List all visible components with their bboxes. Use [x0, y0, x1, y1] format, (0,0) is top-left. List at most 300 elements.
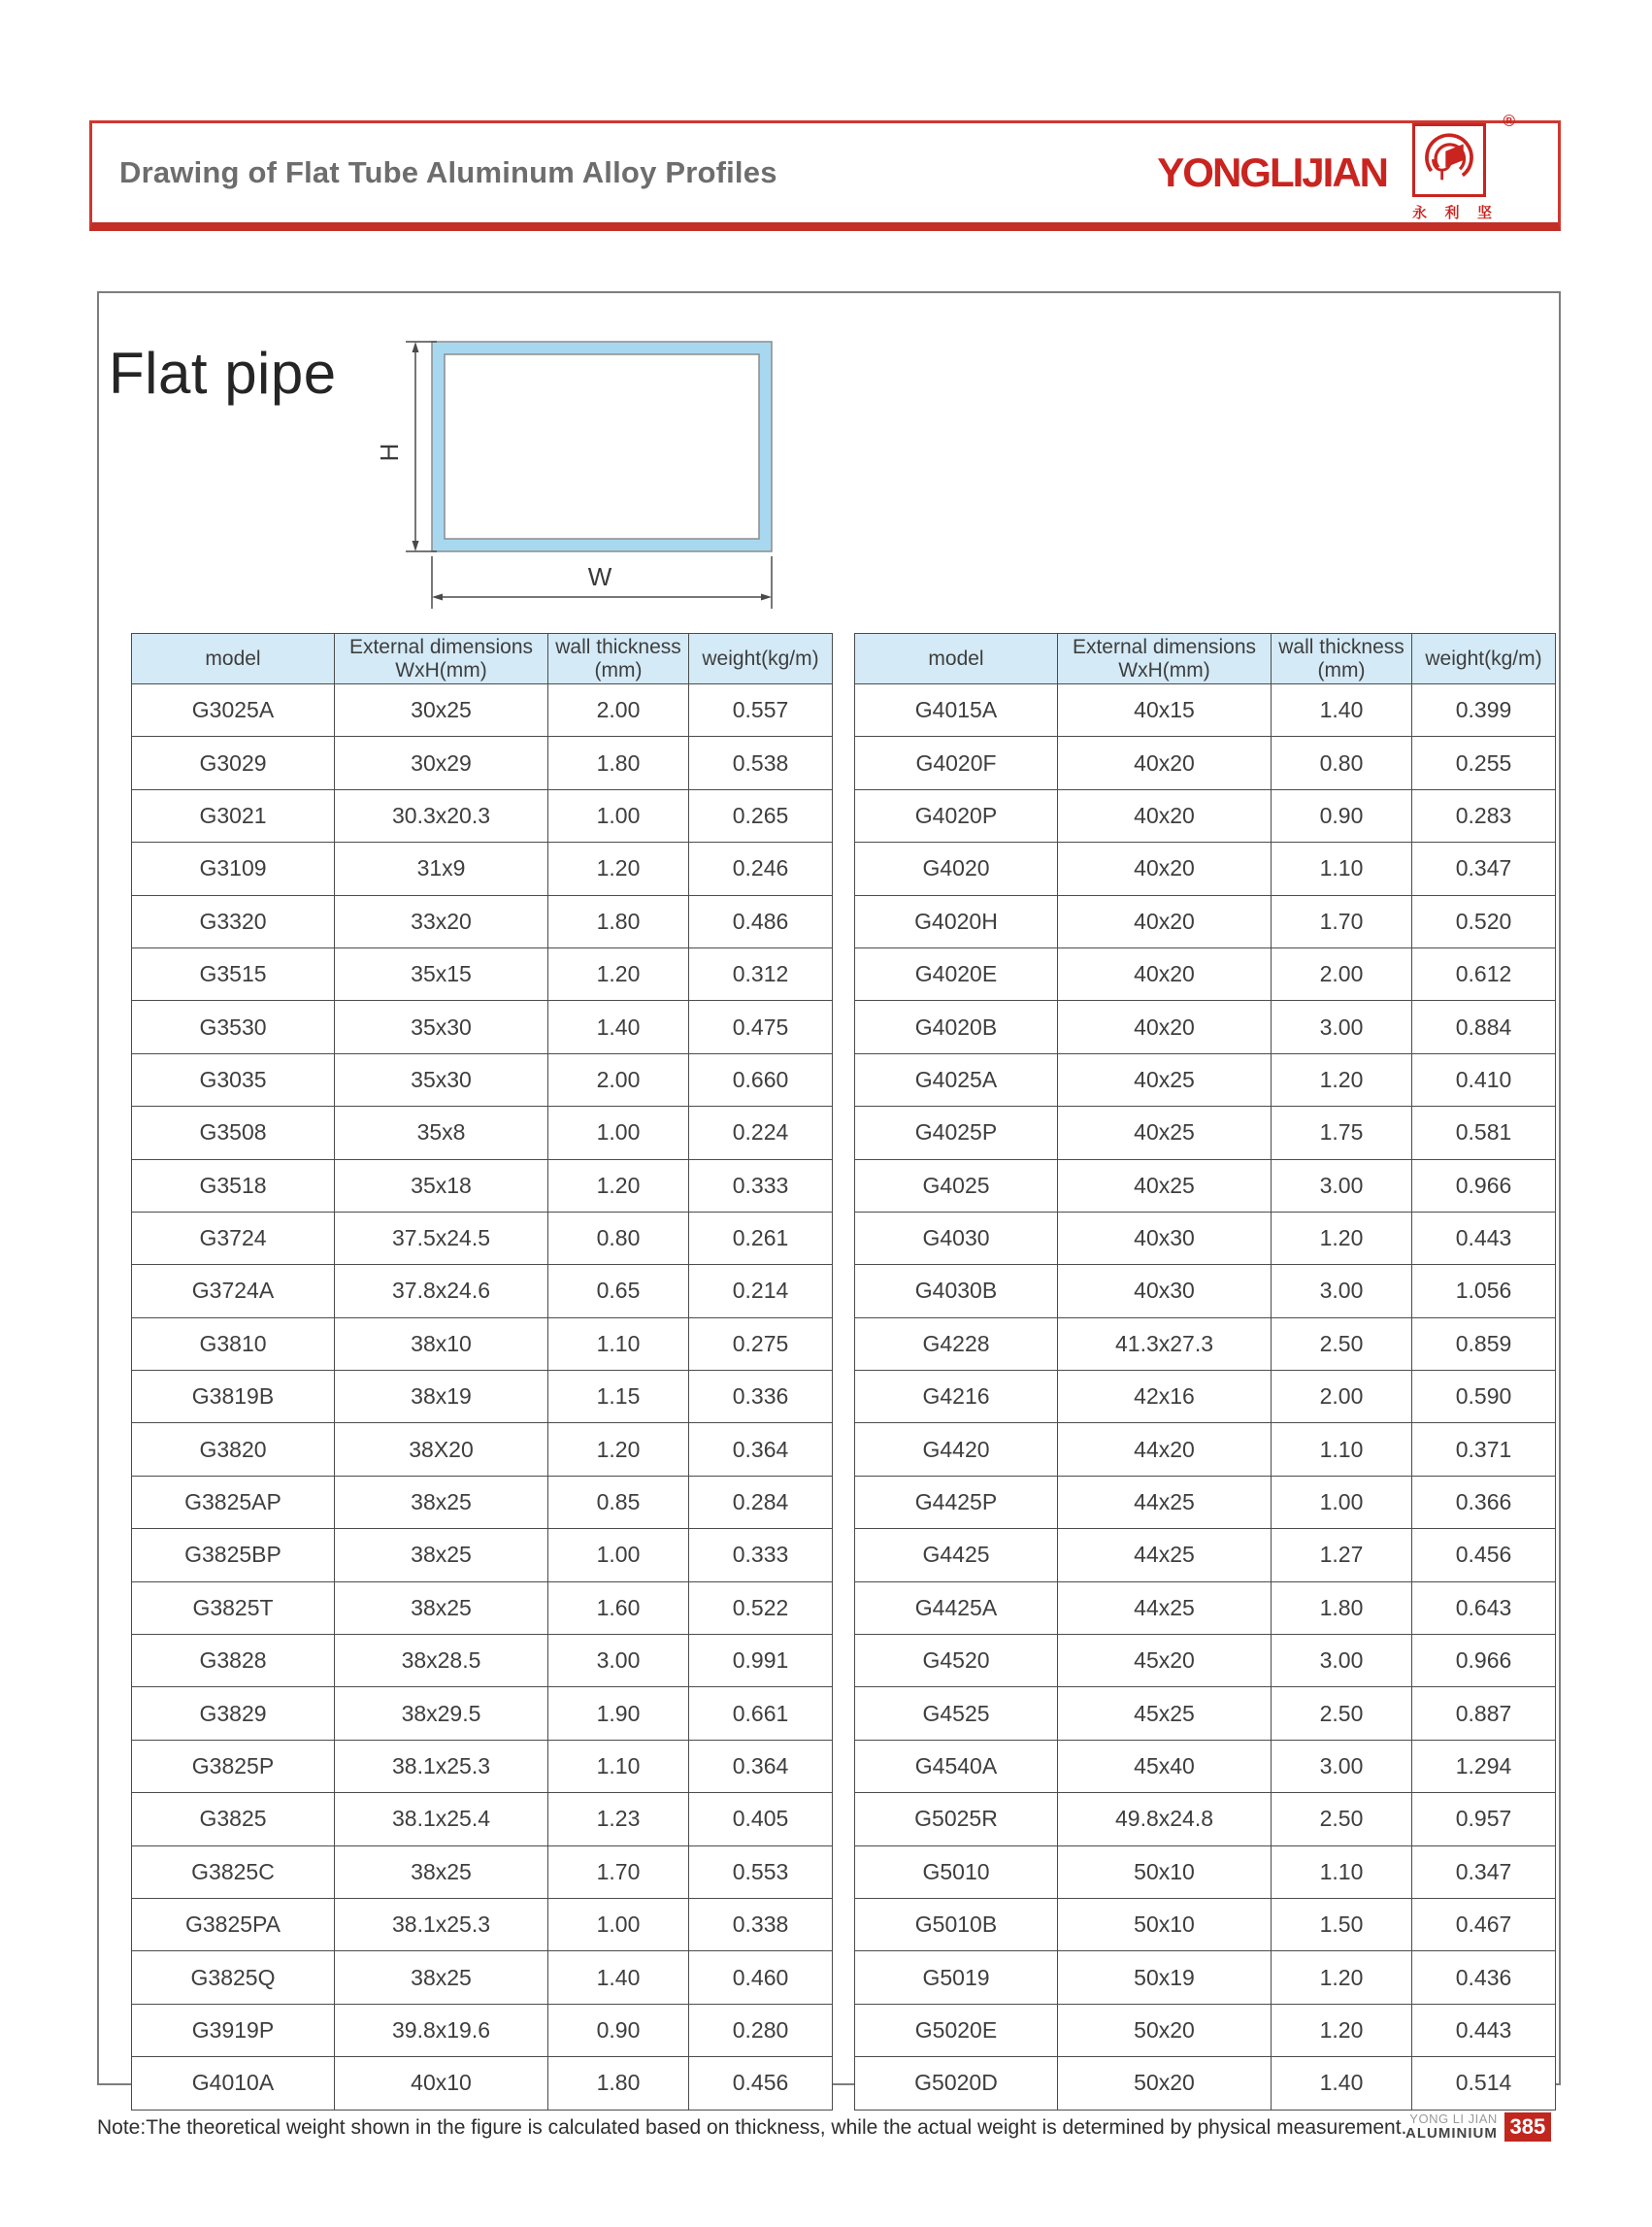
table-row	[855, 1529, 1556, 1581]
table-row	[855, 1635, 1556, 1687]
table-cell: 0.884	[1412, 1001, 1556, 1053]
table-cell: 50x19	[1058, 1951, 1272, 2004]
table-cell: 41.3x27.3	[1058, 1317, 1272, 1370]
table-cell: 0.538	[689, 737, 833, 789]
table-cell: 0.90	[548, 2004, 689, 2056]
table-cell: G4425	[855, 1529, 1058, 1581]
table-cell: 38.1x25.3	[335, 1740, 548, 1792]
table-cell: G3825T	[132, 1581, 335, 1634]
table-row	[855, 1053, 1556, 1106]
table-cell: 1.10	[548, 1317, 689, 1370]
table-cell: 1.20	[548, 1423, 689, 1476]
table-row	[132, 1898, 833, 1950]
table-cell: 38x28.5	[335, 1635, 548, 1687]
table-cell: 0.467	[1412, 1898, 1556, 1950]
table-row	[855, 1159, 1556, 1212]
table-row	[132, 684, 833, 737]
table-cell: 0.443	[1412, 1212, 1556, 1264]
table-cell: 1.10	[1272, 1423, 1412, 1476]
table-cell: G3825Q	[132, 1951, 335, 2004]
table-row	[855, 737, 1556, 789]
table-cell: G3825P	[132, 1740, 335, 1792]
table-cell: 45x20	[1058, 1635, 1272, 1687]
table-cell: 0.460	[689, 1951, 833, 2004]
table-cell: 0.661	[689, 1687, 833, 1740]
table-cell: G4425P	[855, 1476, 1058, 1528]
table-cell: 0.514	[1412, 2057, 1556, 2110]
table-cell: 2.50	[1272, 1317, 1412, 1370]
table-cell: 1.40	[1272, 2057, 1412, 2110]
table-row	[132, 1317, 833, 1370]
table-cell: 0.443	[1412, 2004, 1556, 2056]
table-cell: 1.23	[548, 1793, 689, 1845]
table-cell: 3.00	[1272, 1740, 1412, 1792]
table-cell: G4425A	[855, 1581, 1058, 1634]
table-cell: 40x20	[1058, 895, 1272, 947]
table-cell: 0.65	[548, 1265, 689, 1317]
table-cell: G4030B	[855, 1265, 1058, 1317]
table-cell: 38x25	[335, 1529, 548, 1581]
table-row	[855, 895, 1556, 947]
table-cell: G3025A	[132, 684, 335, 737]
table-row	[855, 947, 1556, 1000]
table-cell: 0.364	[689, 1740, 833, 1792]
table-cell: 30x29	[335, 737, 548, 789]
table-cell: 45x25	[1058, 1687, 1272, 1740]
table-cell: 0.284	[689, 1476, 833, 1528]
table-row	[855, 1001, 1556, 1053]
h-label: H	[375, 443, 404, 462]
table-cell: 1.10	[1272, 1845, 1412, 1898]
table-cell: G4020H	[855, 895, 1058, 947]
brand-logo	[1412, 112, 1515, 222]
table-cell: G3530	[132, 1001, 335, 1053]
table-cell: 44x25	[1058, 1581, 1272, 1634]
table-cell: 40x10	[335, 2057, 548, 2110]
table-cell: 38x25	[335, 1845, 548, 1898]
table-cell: 0.456	[1412, 1529, 1556, 1581]
table-row	[132, 1687, 833, 1740]
table-cell: G4010A	[132, 2057, 335, 2110]
table-cell: G4020	[855, 843, 1058, 895]
col-header-model: model	[132, 634, 335, 684]
table-cell: 0.80	[1272, 737, 1412, 789]
w-arrow-right	[761, 594, 772, 601]
table-row	[132, 1371, 833, 1423]
table-cell: G4025A	[855, 1053, 1058, 1106]
table-cell: 0.85	[548, 1476, 689, 1528]
table-cell: 1.294	[1412, 1740, 1556, 1792]
table-cell: 1.00	[548, 1898, 689, 1950]
table-cell: 2.50	[1272, 1793, 1412, 1845]
table-cell: 45x40	[1058, 1740, 1272, 1792]
table-cell: G5020E	[855, 2004, 1058, 2056]
col-header-dimensions: External dimensions WxH(mm)	[1058, 634, 1272, 684]
table-cell: 3.00	[1272, 1265, 1412, 1317]
col-header-wall-thickness: wall thickness (mm)	[548, 634, 689, 684]
header-bar	[89, 112, 1561, 231]
table-cell: G4228	[855, 1317, 1058, 1370]
table-row	[855, 1107, 1556, 1159]
table-cell: G4030	[855, 1212, 1058, 1264]
table-cell: 1.20	[548, 1159, 689, 1212]
table-cell: G4025P	[855, 1107, 1058, 1159]
table-header-row	[855, 634, 1556, 684]
table-row	[132, 895, 833, 947]
table-row	[132, 843, 833, 895]
table-cell: 31x9	[335, 843, 548, 895]
table-cell: G5025R	[855, 1793, 1058, 1845]
table-cell: 0.410	[1412, 1053, 1556, 1106]
footer-brand	[1405, 2112, 1551, 2143]
table-cell: 1.50	[1272, 1898, 1412, 1950]
table-cell: 0.261	[689, 1212, 833, 1264]
table-cell: 0.275	[689, 1317, 833, 1370]
table-row	[132, 1529, 833, 1581]
table-cell: 0.224	[689, 1107, 833, 1159]
table-cell: 1.00	[548, 1529, 689, 1581]
table-cell: 1.00	[1272, 1476, 1412, 1528]
page-number-badge: 385	[1504, 2112, 1551, 2142]
table-cell: 35x8	[335, 1107, 548, 1159]
table-cell: 1.20	[1272, 1212, 1412, 1264]
table-cell: 0.364	[689, 1423, 833, 1476]
table-cell: 0.660	[689, 1053, 833, 1106]
table-cell: 0.957	[1412, 1793, 1556, 1845]
table-cell: 1.40	[548, 1951, 689, 2004]
table-cell: 1.40	[1272, 684, 1412, 737]
table-row	[855, 1793, 1556, 1845]
table-cell: 49.8x24.8	[1058, 1793, 1272, 1845]
table-cell: G5010B	[855, 1898, 1058, 1950]
table-cell: 0.405	[689, 1793, 833, 1845]
table-cell: 1.80	[548, 895, 689, 947]
table-row	[132, 1635, 833, 1687]
table-cell: 0.347	[1412, 1845, 1556, 1898]
table-cell: 0.80	[548, 1212, 689, 1264]
table-cell: 40x30	[1058, 1212, 1272, 1264]
brand-wordmark: YONGLIJIAN	[1157, 150, 1387, 195]
table-cell: 40x20	[1058, 843, 1272, 895]
table-cell: G4020E	[855, 947, 1058, 1000]
table-row	[855, 1212, 1556, 1264]
footer-brand-text	[1405, 2112, 1498, 2143]
table-cell: G3724	[132, 1212, 335, 1264]
table-cell: G3518	[132, 1159, 335, 1212]
table-cell: 0.333	[689, 1159, 833, 1212]
table-cell: G5010	[855, 1845, 1058, 1898]
table-cell: G4020B	[855, 1001, 1058, 1053]
table-cell: G3829	[132, 1687, 335, 1740]
table-cell: G3508	[132, 1107, 335, 1159]
table-row	[132, 1212, 833, 1264]
left-table-body	[132, 684, 833, 2111]
table-cell: G3515	[132, 947, 335, 1000]
table-cell: 44x25	[1058, 1476, 1272, 1528]
table-cell: G3828	[132, 1635, 335, 1687]
table-cell: 50x20	[1058, 2004, 1272, 2056]
table-row	[132, 789, 833, 842]
h-arrow-bottom	[413, 541, 419, 551]
table-cell: 0.333	[689, 1529, 833, 1581]
table-cell: 1.80	[1272, 1581, 1412, 1634]
col-header-weight: weight(kg/m)	[689, 634, 833, 684]
table-cell: 0.255	[1412, 737, 1556, 789]
table-cell: 38x10	[335, 1317, 548, 1370]
table-cell: 1.20	[548, 843, 689, 895]
table-cell: 0.486	[689, 895, 833, 947]
table-row	[132, 1107, 833, 1159]
table-row	[132, 1845, 833, 1898]
table-cell: G5020D	[855, 2057, 1058, 2110]
table-row	[132, 1265, 833, 1317]
table-cell: G4525	[855, 1687, 1058, 1740]
table-row	[855, 1581, 1556, 1634]
table-cell: 0.336	[689, 1371, 833, 1423]
table-cell: 0.966	[1412, 1635, 1556, 1687]
table-cell: 0.557	[689, 684, 833, 737]
table-cell: G3825BP	[132, 1529, 335, 1581]
table-cell: 2.00	[548, 684, 689, 737]
table-row	[855, 1687, 1556, 1740]
table-cell: G3320	[132, 895, 335, 947]
table-cell: 42x16	[1058, 1371, 1272, 1423]
footer-note: Note:The theoretical weight shown in the figure is calculated based on thickness, while the actual weight is determined by physical measurement.	[97, 2116, 1407, 2139]
table-cell: G3819B	[132, 1371, 335, 1423]
table-cell: G3825PA	[132, 1898, 335, 1950]
table-cell: 40x20	[1058, 947, 1272, 1000]
table-cell: G4015A	[855, 684, 1058, 737]
table-row	[132, 1053, 833, 1106]
spec-table-left	[131, 633, 833, 2111]
brand-logo-icon	[1415, 126, 1483, 194]
table-cell: 38x25	[335, 1951, 548, 2004]
table-cell: G4216	[855, 1371, 1058, 1423]
table-row	[855, 2057, 1556, 2110]
table-cell: G3109	[132, 843, 335, 895]
table-cell: 50x10	[1058, 1898, 1272, 1950]
table-cell: 35x15	[335, 947, 548, 1000]
table-row	[855, 789, 1556, 842]
table-cell: 0.520	[1412, 895, 1556, 947]
table-row	[855, 1371, 1556, 1423]
table-cell: 3.00	[548, 1635, 689, 1687]
table-row	[132, 1793, 833, 1845]
brand-chinese-name: 永 利 坚	[1412, 205, 1492, 221]
table-cell: 44x20	[1058, 1423, 1272, 1476]
table-cell: G4020P	[855, 789, 1058, 842]
right-table-body	[855, 684, 1556, 2111]
table-cell: G3810	[132, 1317, 335, 1370]
table-cell: G3035	[132, 1053, 335, 1106]
table-cell: 0.371	[1412, 1423, 1556, 1476]
page-title: Drawing of Flat Tube Aluminum Alloy Profiles	[119, 155, 777, 189]
table-row	[132, 1740, 833, 1792]
table-row	[132, 2057, 833, 2110]
brand-logo-frame	[1412, 123, 1486, 197]
table-row	[855, 1951, 1556, 2004]
table-row	[855, 1740, 1556, 1792]
table-cell: 1.80	[548, 737, 689, 789]
table-cell: 0.283	[1412, 789, 1556, 842]
table-cell: 0.643	[1412, 1581, 1556, 1634]
table-row	[132, 1476, 833, 1528]
table-cell: 1.00	[548, 789, 689, 842]
table-cell: 0.214	[689, 1265, 833, 1317]
table-cell: 0.887	[1412, 1687, 1556, 1740]
table-cell: 3.00	[1272, 1001, 1412, 1053]
table-cell: 2.00	[548, 1053, 689, 1106]
table-cell: 1.10	[548, 1740, 689, 1792]
table-row	[855, 2004, 1556, 2056]
table-cell: 0.90	[1272, 789, 1412, 842]
table-cell: G4420	[855, 1423, 1058, 1476]
h-arrow-top	[413, 342, 419, 352]
table-cell: 2.50	[1272, 1687, 1412, 1740]
table-cell: 1.70	[548, 1845, 689, 1898]
table-cell: 0.859	[1412, 1317, 1556, 1370]
section-label: Flat pipe	[109, 341, 337, 406]
table-cell: 39.8x19.6	[335, 2004, 548, 2056]
table-cell: 0.475	[689, 1001, 833, 1053]
table-cell: 1.80	[548, 2057, 689, 2110]
table-cell: G3820	[132, 1423, 335, 1476]
table-cell: 0.522	[689, 1581, 833, 1634]
table-cell: 0.456	[689, 2057, 833, 2110]
table-cell: 38x25	[335, 1476, 548, 1528]
table-cell: 30.3x20.3	[335, 789, 548, 842]
table-row	[132, 1951, 833, 2004]
table-cell: G3919P	[132, 2004, 335, 2056]
table-cell: G5019	[855, 1951, 1058, 2004]
table-header-row	[132, 634, 833, 684]
table-cell: 37.8x24.6	[335, 1265, 548, 1317]
table-row	[132, 1159, 833, 1212]
table-cell: 38x19	[335, 1371, 548, 1423]
table-cell: 35x18	[335, 1159, 548, 1212]
w-label: W	[587, 562, 612, 591]
table-row	[132, 1581, 833, 1634]
table-row	[132, 737, 833, 789]
table-cell: 0.280	[689, 2004, 833, 2056]
table-cell: 0.553	[689, 1845, 833, 1898]
table-cell: 40x15	[1058, 684, 1272, 737]
table-cell: 37.5x24.5	[335, 1212, 548, 1264]
table-cell: 1.40	[548, 1001, 689, 1053]
table-cell: 1.10	[1272, 843, 1412, 895]
registered-trademark-icon: ®	[1503, 112, 1515, 130]
tube-inner-cavity	[445, 354, 759, 539]
table-cell: 1.20	[1272, 2004, 1412, 2056]
w-arrow-left	[432, 594, 443, 601]
table-cell: 40x25	[1058, 1107, 1272, 1159]
col-header-wall-thickness: wall thickness (mm)	[1272, 634, 1412, 684]
table-cell: 3.00	[1272, 1635, 1412, 1687]
table-row	[132, 947, 833, 1000]
table-cell: 2.00	[1272, 1371, 1412, 1423]
table-cell: G3029	[132, 737, 335, 789]
table-cell: 40x30	[1058, 1265, 1272, 1317]
footer-brand-line1: YONG LI JIAN	[1409, 2111, 1498, 2126]
table-row	[132, 1001, 833, 1053]
table-cell: 0.612	[1412, 947, 1556, 1000]
table-cell: 1.20	[1272, 1053, 1412, 1106]
table-cell: 1.75	[1272, 1107, 1412, 1159]
table-cell: 1.20	[548, 947, 689, 1000]
table-cell: 38.1x25.4	[335, 1793, 548, 1845]
table-cell: 50x10	[1058, 1845, 1272, 1898]
table-cell: 1.056	[1412, 1265, 1556, 1317]
table-cell: 38X20	[335, 1423, 548, 1476]
table-row	[855, 1265, 1556, 1317]
table-cell: 0.966	[1412, 1159, 1556, 1212]
table-cell: 0.991	[689, 1635, 833, 1687]
spec-table-right	[854, 633, 1556, 2111]
table-cell: 1.90	[548, 1687, 689, 1740]
table-cell: 1.70	[1272, 895, 1412, 947]
table-row	[855, 1317, 1556, 1370]
table-cell: 35x30	[335, 1001, 548, 1053]
table-cell: 44x25	[1058, 1529, 1272, 1581]
table-cell: G4520	[855, 1635, 1058, 1687]
flat-pipe-diagram	[349, 325, 815, 626]
table-row	[855, 1845, 1556, 1898]
table-cell: 38x29.5	[335, 1687, 548, 1740]
table-cell: G3825C	[132, 1845, 335, 1898]
table-cell: 40x20	[1058, 737, 1272, 789]
table-cell: 38.1x25.3	[335, 1898, 548, 1950]
table-cell: 1.00	[548, 1107, 689, 1159]
table-cell: G4540A	[855, 1740, 1058, 1792]
table-cell: 1.15	[548, 1371, 689, 1423]
table-cell: 30x25	[335, 684, 548, 737]
table-row	[855, 1476, 1556, 1528]
col-header-weight: weight(kg/m)	[1412, 634, 1556, 684]
table-cell: 33x20	[335, 895, 548, 947]
table-cell: G4025	[855, 1159, 1058, 1212]
table-cell: 0.246	[689, 843, 833, 895]
table-cell: G3825AP	[132, 1476, 335, 1528]
table-cell: 0.347	[1412, 843, 1556, 895]
table-row	[132, 1423, 833, 1476]
table-cell: 0.265	[689, 789, 833, 842]
col-header-dimensions: External dimensions WxH(mm)	[335, 634, 548, 684]
table-cell: 0.399	[1412, 684, 1556, 737]
table-row	[855, 1898, 1556, 1950]
table-cell: 0.436	[1412, 1951, 1556, 2004]
table-cell: 40x25	[1058, 1159, 1272, 1212]
table-cell: 35x30	[335, 1053, 548, 1106]
table-cell: 40x20	[1058, 789, 1272, 842]
table-cell: 1.20	[1272, 1951, 1412, 2004]
table-cell: G3724A	[132, 1265, 335, 1317]
col-header-model: model	[855, 634, 1058, 684]
table-cell: G3021	[132, 789, 335, 842]
table-cell: 2.00	[1272, 947, 1412, 1000]
table-row	[855, 1423, 1556, 1476]
table-cell: 50x20	[1058, 2057, 1272, 2110]
table-cell: 3.00	[1272, 1159, 1412, 1212]
table-cell: 0.312	[689, 947, 833, 1000]
table-cell: 0.581	[1412, 1107, 1556, 1159]
table-cell: 1.27	[1272, 1529, 1412, 1581]
table-cell: 0.590	[1412, 1371, 1556, 1423]
table-cell: G3825	[132, 1793, 335, 1845]
table-row	[855, 684, 1556, 737]
table-cell: 0.366	[1412, 1476, 1556, 1528]
table-cell: 1.60	[548, 1581, 689, 1634]
brand-block	[1157, 112, 1515, 222]
